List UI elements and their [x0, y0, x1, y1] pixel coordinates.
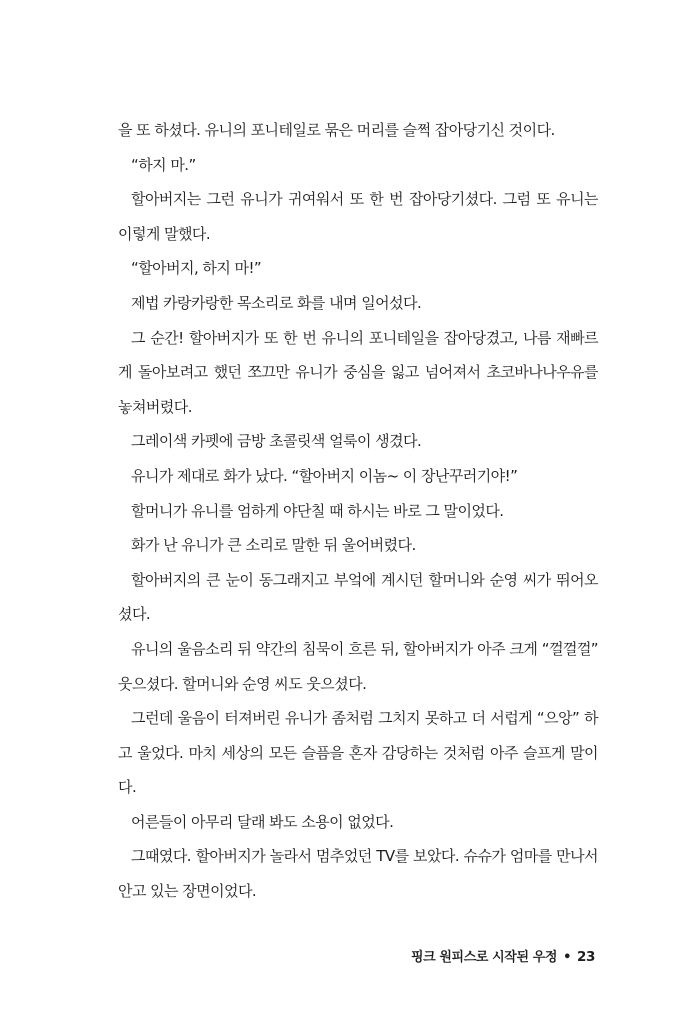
book-title: 핑크 원피스로 시작된 우정 [410, 950, 558, 965]
paragraph: 할아버지는 그런 유니가 귀여워서 또 한 번 잡아당기셨다. 그럼 또 유니는 이렇게 말했다. [118, 190, 598, 243]
paragraph: “할아버지, 하지 마!” [131, 259, 262, 278]
paragraph: 유니가 제대로 화가 났다. “할아버지 이놈~ 이 장난꾸러기야!” [131, 466, 518, 485]
page-number: 23 [577, 949, 595, 965]
running-footer [411, 946, 595, 965]
paragraph: “하지 마.” [131, 155, 196, 174]
footer-separator: • [563, 950, 571, 965]
paragraph: 그 순간! 할아버지가 또 한 번 유니의 포니테일을 잡아당겼고, 나름 재빠르게 돌아보려고 했던 쪼끄만 유니가 중심을 잃고 넘어져서 초코바나나우유를 놓쳐버렸다. [118, 328, 598, 416]
paragraph: 어른들이 아무리 달래 봐도 소용이 없었다. [131, 812, 394, 831]
paragraph: 그때였다. 할아버지가 놀라서 멈추었던 TV를 보았다. 슈슈가 엄마를 만나서 안고 있는 장면이었다. [118, 847, 598, 901]
paragraph: 그레이색 카펫에 금방 초콜릿색 얼룩이 생겼다. [131, 432, 422, 451]
paragraph: 제법 카랑카랑한 목소리로 화를 내며 일어섰다. [131, 293, 422, 312]
paragraph: 유니의 울음소리 뒤 약간의 침묵이 흐른 뒤, 할아버지가 아주 크게 “껄껄껄” 웃으셨다. 할머니와 순영 씨도 웃으셨다. [118, 639, 598, 693]
paragraph: 할머니가 유니를 엄하게 야단칠 때 하시는 바로 그 말이었다. [131, 501, 504, 520]
paragraph: 그런데 울음이 터져버린 유니가 좀처럼 그치지 못하고 더 서럽게 “으앙” 하고 울었다. 마치 세상의 모든 슬픔을 혼자 감당하는 것처럼 아주 슬프게 말이다. [118, 709, 598, 797]
paragraph-continuation: 을 또 하셨다. 유니의 포니테일로 묶은 머리를 슬쩍 잡아당기신 것이다. [118, 121, 555, 139]
paragraph: 할아버지의 큰 눈이 동그래지고 부엌에 계시던 할머니와 순영 씨가 뛰어오셨다. [118, 570, 598, 624]
paragraph: 화가 난 유니가 큰 소리로 말한 뒤 울어버렸다. [131, 536, 416, 555]
body-text [118, 113, 598, 909]
